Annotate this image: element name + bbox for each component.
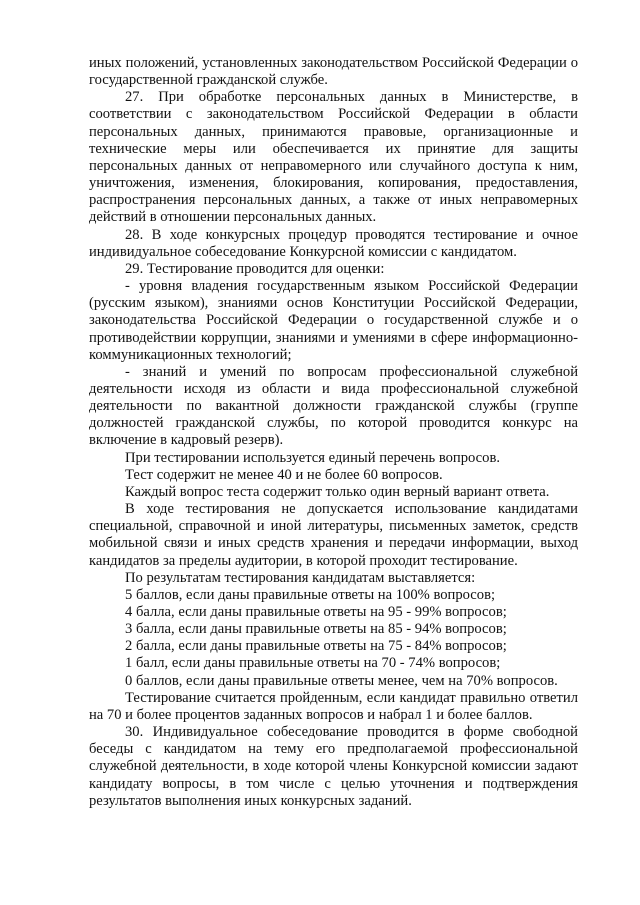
paragraph-27: 27. При обработке персональных данных в Министерстве, в соответствии с законодательством Российской Федерации в области персональных данных, принимаются правовые, организационные и технические меры или обеспечивается их принятие для защиты персональных данных от неправомерного или случайного доступа к ним, уничтожения, изменения, блокирования, копирования, предоставления, распространения персональных данных, а также от иных неправомерных действий в отношении персональных данных.	[89, 89, 578, 226]
score-line-2: 2 балла, если даны правильные ответы на 75 - 84% вопросов;	[125, 638, 507, 655]
score-line-4: 4 балла, если даны правильные ответы на 95 - 99% вопросов;	[125, 604, 507, 620]
score-line-1: 1 балл, если даны правильные ответы на 70 - 74% вопросов;	[125, 655, 501, 672]
document-body	[89, 55, 578, 810]
paragraph-test-size: Тест содержит не менее 40 и не более 60 вопросов.	[125, 466, 443, 483]
paragraph-29: 29. Тестирование проводится для оценки:	[125, 260, 385, 277]
paragraph-results-intro: По результатам тестирования кандидатам выставляется:	[125, 569, 476, 586]
paragraph-29-item-professional: - знаний и умений по вопросам профессиональной служебной деятельности исходя из области и вида профессиональной служебной деятельности по вакантной должности гражданской службы (группе должностей гражданской службы, по которой проводится конкурс на включение в кадровый резерв).	[89, 363, 578, 449]
score-line-0: 0 баллов, если даны правильные ответы менее, чем на 70% вопросов.	[125, 672, 558, 689]
score-line-5: 5 баллов, если даны правильные ответы на 100% вопросов;	[125, 586, 496, 603]
score-line-3: 3 балла, если даны правильные ответы на 85 - 94% вопросов;	[125, 621, 507, 638]
paragraph-test-questions-list: При тестировании используется единый перечень вопросов.	[125, 449, 500, 466]
paragraph-test-passed: Тестирование считается пройденным, если кандидат правильно ответил на 70 и более процентов заданных вопросов и набрал 1 и более баллов.	[89, 689, 578, 723]
paragraph-28: 28. В ходе конкурсных процедур проводятся тестирование и очное индивидуальное собеседование Конкурсной комиссии с кандидатом.	[89, 226, 578, 260]
paragraph-test-answer: Каждый вопрос теста содержит только один верный вариант ответа.	[125, 483, 550, 500]
paragraph-30: 30. Индивидуальное собеседование проводится в форме свободной беседы с кандидатом на тему его предполагаемой профессиональной служебной деятельности, в ходе которой члены Конкурсной комиссии задают кандидату вопросы, в том числе с целью уточнения и подтверждения результатов выполнения иных конкурсных заданий.	[89, 724, 578, 809]
paragraph-continuation: иных положений, установленных законодательством Российской Федерации о государственной гражданской службе.	[89, 55, 578, 89]
paragraph-test-restrictions: В ходе тестирования не допускается использование кандидатами специальной, справочной и иной литературы, письменных заметок, средств мобильной связи и иных средств хранения и передачи информации, выход кандидатов за пределы аудитории, в которой проходит тестирование.	[89, 501, 578, 569]
paragraph-29-item-language: - уровня владения государственным языком Российской Федерации (русским языком), знаниями основ Конституции Российской Федерации, законодательства Российской Федерации о государственной службе и о противодействии коррупции, знаниями и умениями в сфере информационно-коммуникационных технологий;	[89, 278, 578, 363]
